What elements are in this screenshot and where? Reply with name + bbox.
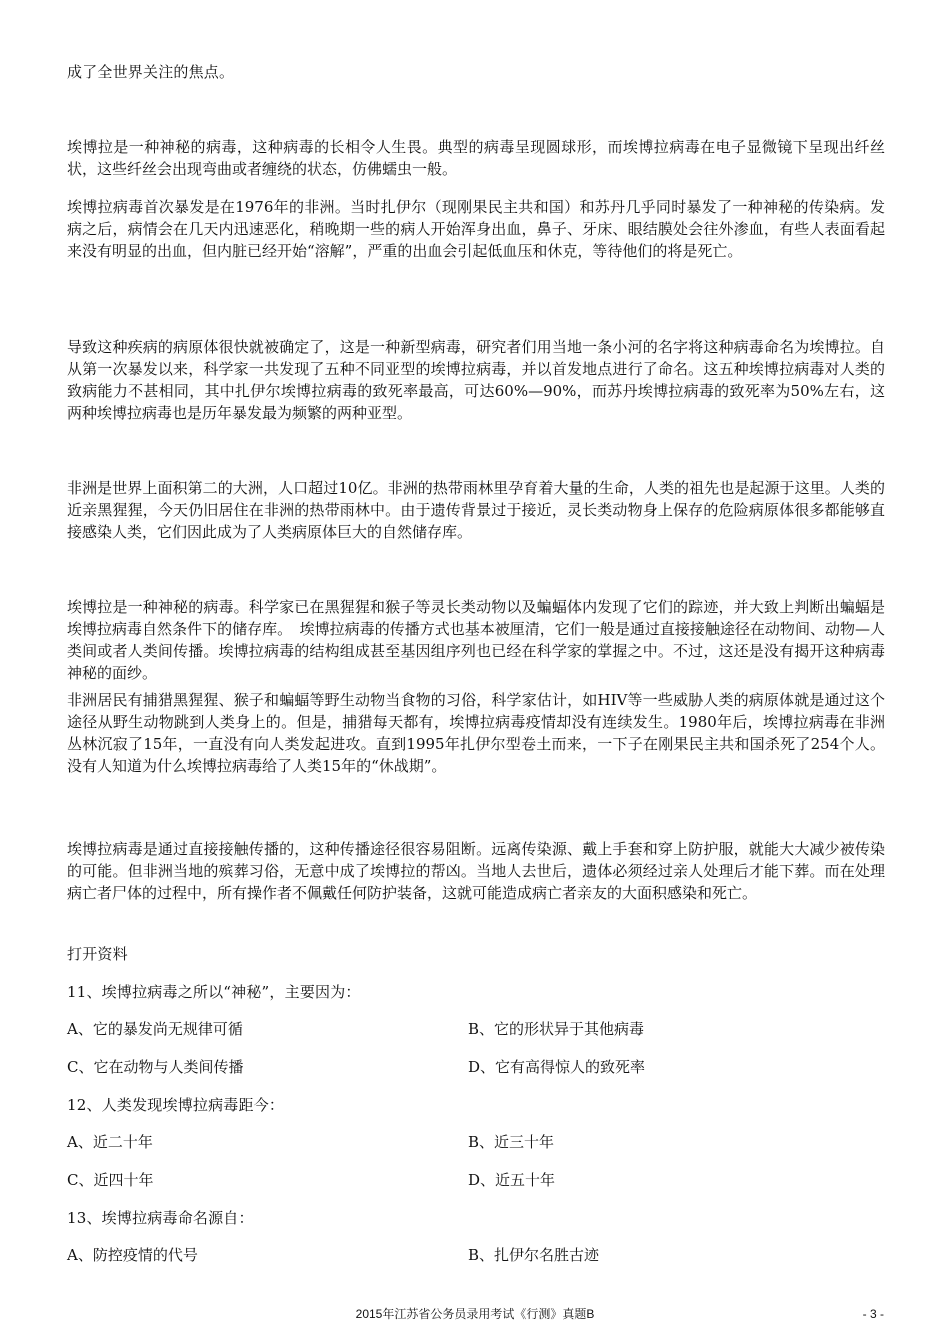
intro-tail-text: 成了全世界关注的焦点。 — [67, 63, 235, 81]
question-11-stem: 11、埃博拉病毒之所以“神秘”，主要因为： — [67, 983, 361, 1001]
paragraph-burial-customs: 埃博拉病毒是通过直接接触传播的，这种传播途径很容易阻断。远离传染源、戴上手套和穿上防护服，就能大大减少被传染的可能。但非洲当地的殡葬习俗，无意中成了埃博拉的帮凶。当地人去世后，遗体必须经过亲人处理后才能下葬。而在处理病亡者尸体的过程中，所有操作者不佩戴任何防护装备，这就可能造成病亡者亲友的大面积感染和死亡。 — [67, 840, 885, 902]
question-13-option-b[interactable]: B、扎伊尔名胜古迹 — [468, 1246, 600, 1264]
paragraph-ebola-appearance: 埃博拉是一种神秘的病毒，这种病毒的长相令人生畏。典型的病毒呈现圆球形，而埃博拉病毒在电子显微镜下呈现出纤丝状，这些纤丝会出现弯曲或者缠绕的状态，仿佛蠕虫一般。 — [67, 138, 885, 178]
question-12-option-d[interactable]: D、近五十年 — [468, 1171, 556, 1189]
paragraph-transmission: 埃博拉是一种神秘的病毒。科学家已在黑猩猩和猴子等灵长类动物以及蝙蝠体内发现了它们的踪迹，并大致上判断出蝙蝠是埃博拉病毒自然条件下的储存库。 埃博拉病毒的传播方式也基本被厘清，它们一般是通过直接接触途径在动物间、动物—人类间或者人类间传播。埃博拉病毒的结构组成甚至基因组序列也已经在科学家的掌握之中。不过，这还是没有揭开这种病毒神秘的面纱。 — [67, 598, 885, 682]
question-12-option-c[interactable]: C、近四十年 — [67, 1171, 154, 1189]
question-12-option-b[interactable]: B、近三十年 — [468, 1133, 555, 1151]
paragraph-pathogen-naming: 导致这种疾病的病原体很快就被确定了，这是一种新型病毒，研究者们用当地一条小河的名字将这种病毒命名为埃博拉。自从第一次暴发以来，科学家一共发现了五种不同亚型的埃博拉病毒，并以首发地点进行了命名。这五种埃博拉病毒对人类的致病能力不甚相同，其中扎伊尔埃博拉病毒的致死率最高，可达60%—90%，而苏丹埃博拉病毒的致死率为50%左右，这两种埃博拉病毒也是历年暴发最为频繁的两种亚型。 — [67, 338, 885, 422]
footer-page-number: - 3 - — [862, 1307, 884, 1321]
open-material-link[interactable]: 打开资料 — [67, 945, 128, 963]
question-12-stem: 12、人类发现埃博拉病毒距今： — [67, 1096, 285, 1114]
question-11-option-a[interactable]: A、它的暴发尚无规律可循 — [67, 1020, 243, 1038]
question-13-option-a[interactable]: A、防控疫情的代号 — [67, 1246, 198, 1264]
question-11-option-b[interactable]: B、它的形状异于其他病毒 — [468, 1020, 645, 1038]
paragraph-africa-reservoir: 非洲是世界上面积第二的大洲，人口超过10亿。非洲的热带雨林里孕育着大量的生命，人类的祖先也是起源于这里。人类的近亲黑猩猩，今天仍旧居住在非洲的热带雨林中。由于遗传背景过于接近，灵长类动物身上保存的危险病原体很多都能够直接感染人类，它们因此成为了人类病原体巨大的自然储存库。 — [67, 479, 885, 541]
question-12-option-a[interactable]: A、近二十年 — [67, 1133, 153, 1151]
question-13-stem: 13、埃博拉病毒命名源自： — [67, 1209, 254, 1227]
question-11-option-d[interactable]: D、它有高得惊人的致死率 — [468, 1058, 646, 1076]
footer-title: 2015年江苏省公务员录用考试《行测》真题B — [355, 1307, 595, 1321]
paragraph-hunting-customs: 非洲居民有捕猎黑猩猩、猴子和蝙蝠等野生动物当食物的习俗，科学家估计，如HIV等一些威胁人类的病原体就是通过这个途径从野生动物跳到人类身上的。但是，捕猎每天都有，埃博拉病毒疫情却没有连续发生。1980年后，埃博拉病毒在非洲丛林沉寂了15年，一直没有向人类发起进攻。直到1995年扎伊尔型卷土而来，一下子在刚果民主共和国杀死了254个人。没有人知道为什么埃博拉病毒给了人类15年的“休战期”。 — [67, 691, 885, 775]
paragraph-first-outbreak: 埃博拉病毒首次暴发是在1976年的非洲。当时扎伊尔（现刚果民主共和国）和苏丹几乎同时暴发了一种神秘的传染病。发病之后，病情会在几天内迅速恶化，稍晚期一些的病人开始浑身出血，鼻子、牙床、眼结膜处会往外渗血，有些人表面看起来没有明显的出血，但内脏已经开始“溶解”，严重的出血会引起低血压和休克，等待他们的将是死亡。 — [67, 198, 885, 260]
question-11-option-c[interactable]: C、它在动物与人类间传播 — [67, 1058, 244, 1076]
